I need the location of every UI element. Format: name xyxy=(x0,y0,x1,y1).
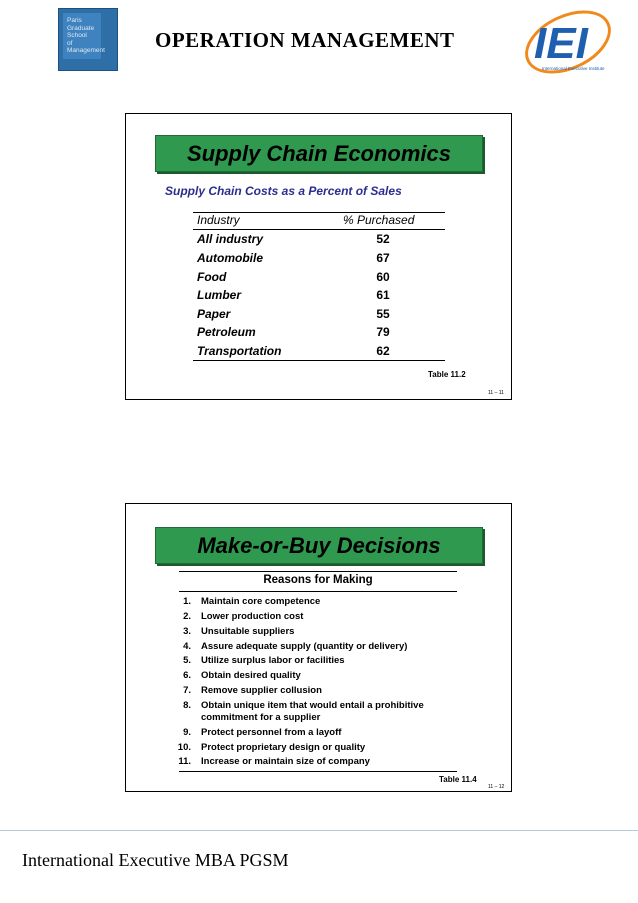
pgsm-logo-line: of xyxy=(67,39,73,47)
slide1-title-banner xyxy=(155,135,483,172)
reasons-header-rule xyxy=(179,591,457,592)
table-row-value: 55 xyxy=(376,307,390,321)
pgsm-logo-line: School xyxy=(67,32,87,39)
table-row-value: 61 xyxy=(376,288,390,302)
reasons-top-rule xyxy=(179,571,457,572)
table-row-industry: Paper xyxy=(197,307,231,321)
reason-number: 7. xyxy=(183,685,191,696)
slide1-title: Supply Chain Economics xyxy=(186,141,452,166)
reason-text: Protect proprietary design or quality xyxy=(201,742,366,753)
reason-text: Protect personnel from a layoff xyxy=(201,727,342,738)
slide-supply-chain-economics xyxy=(125,113,512,400)
reasons-bottom-rule xyxy=(179,771,457,772)
slide-make-or-buy-decisions xyxy=(125,503,512,792)
reason-text: Obtain desired quality xyxy=(201,670,301,681)
reason-text: Obtain unique item that would entail a prohibitive xyxy=(201,700,424,711)
slide1-table-caption: Table 11.2 xyxy=(428,370,466,379)
reason-number: 10. xyxy=(177,742,191,753)
reason-number: 1. xyxy=(183,596,191,607)
table-row-industry: Petroleum xyxy=(197,325,256,339)
pgsm-logo xyxy=(58,8,118,71)
table-bottom-rule xyxy=(193,360,445,361)
column-header-industry: Industry xyxy=(197,213,240,227)
pgsm-logo-line: Paris xyxy=(67,17,82,24)
reason-number: 11. xyxy=(178,756,191,767)
reason-text: Lower production cost xyxy=(201,611,304,622)
reason-number: 2. xyxy=(183,611,191,622)
table-row-industry: Automobile xyxy=(197,251,263,265)
pgsm-logo-line: Graduate xyxy=(67,24,95,32)
table-row-value: 60 xyxy=(376,270,390,284)
table-row-industry: All industry xyxy=(197,232,264,246)
reason-number: 6. xyxy=(183,670,191,681)
slide1-number: 11 – 11 xyxy=(488,390,504,396)
table-row-value: 67 xyxy=(376,251,390,265)
reason-text: Remove supplier collusion xyxy=(201,685,322,696)
page-title: OPERATION MANAGEMENT xyxy=(155,28,455,52)
iei-logo-tagline: International Executive Institute xyxy=(542,66,605,71)
reason-text: Maintain core competence xyxy=(201,596,321,607)
table-row-industry: Transportation xyxy=(197,344,282,358)
table-row-value: 62 xyxy=(376,344,390,358)
pgsm-logo-line: Management xyxy=(67,47,105,54)
reason-number: 5. xyxy=(183,655,191,666)
table-row-industry: Lumber xyxy=(197,288,242,302)
slide2-title: Make-or-Buy Decisions xyxy=(197,533,441,558)
reason-number: 4. xyxy=(183,641,191,652)
reason-text-continued: commitment for a supplier xyxy=(201,712,321,723)
slide1-subtitle: Supply Chain Costs as a Percent of Sales xyxy=(165,184,402,198)
table-row-industry: Food xyxy=(197,270,227,284)
reason-text: Assure adequate supply (quantity or delivery) xyxy=(201,641,408,652)
slide2-table-caption: Table 11.4 xyxy=(439,775,477,784)
pgsm-logo-text xyxy=(67,17,105,55)
reason-number: 3. xyxy=(183,626,191,637)
footer-program-name: International Executive MBA PGSM xyxy=(22,850,289,870)
footer-divider xyxy=(0,830,638,831)
table-row-value: 52 xyxy=(376,232,390,246)
reason-text: Unsuitable suppliers xyxy=(201,626,295,637)
reason-number: 8. xyxy=(183,700,191,711)
iei-logo xyxy=(520,8,618,76)
iei-logo-letters: IEI xyxy=(534,19,588,68)
slide2-number: 11 – 12 xyxy=(488,784,505,790)
reason-text: Utilize surplus labor or facilities xyxy=(201,655,345,666)
reason-text: Increase or maintain size of company xyxy=(201,756,370,767)
table-header-rule xyxy=(193,229,445,230)
table-row-value: 79 xyxy=(376,325,390,339)
column-header-purchased: % Purchased xyxy=(343,213,415,227)
reasons-header: Reasons for Making xyxy=(263,574,373,586)
reason-number: 9. xyxy=(183,727,191,738)
slide2-title-banner xyxy=(155,527,483,564)
